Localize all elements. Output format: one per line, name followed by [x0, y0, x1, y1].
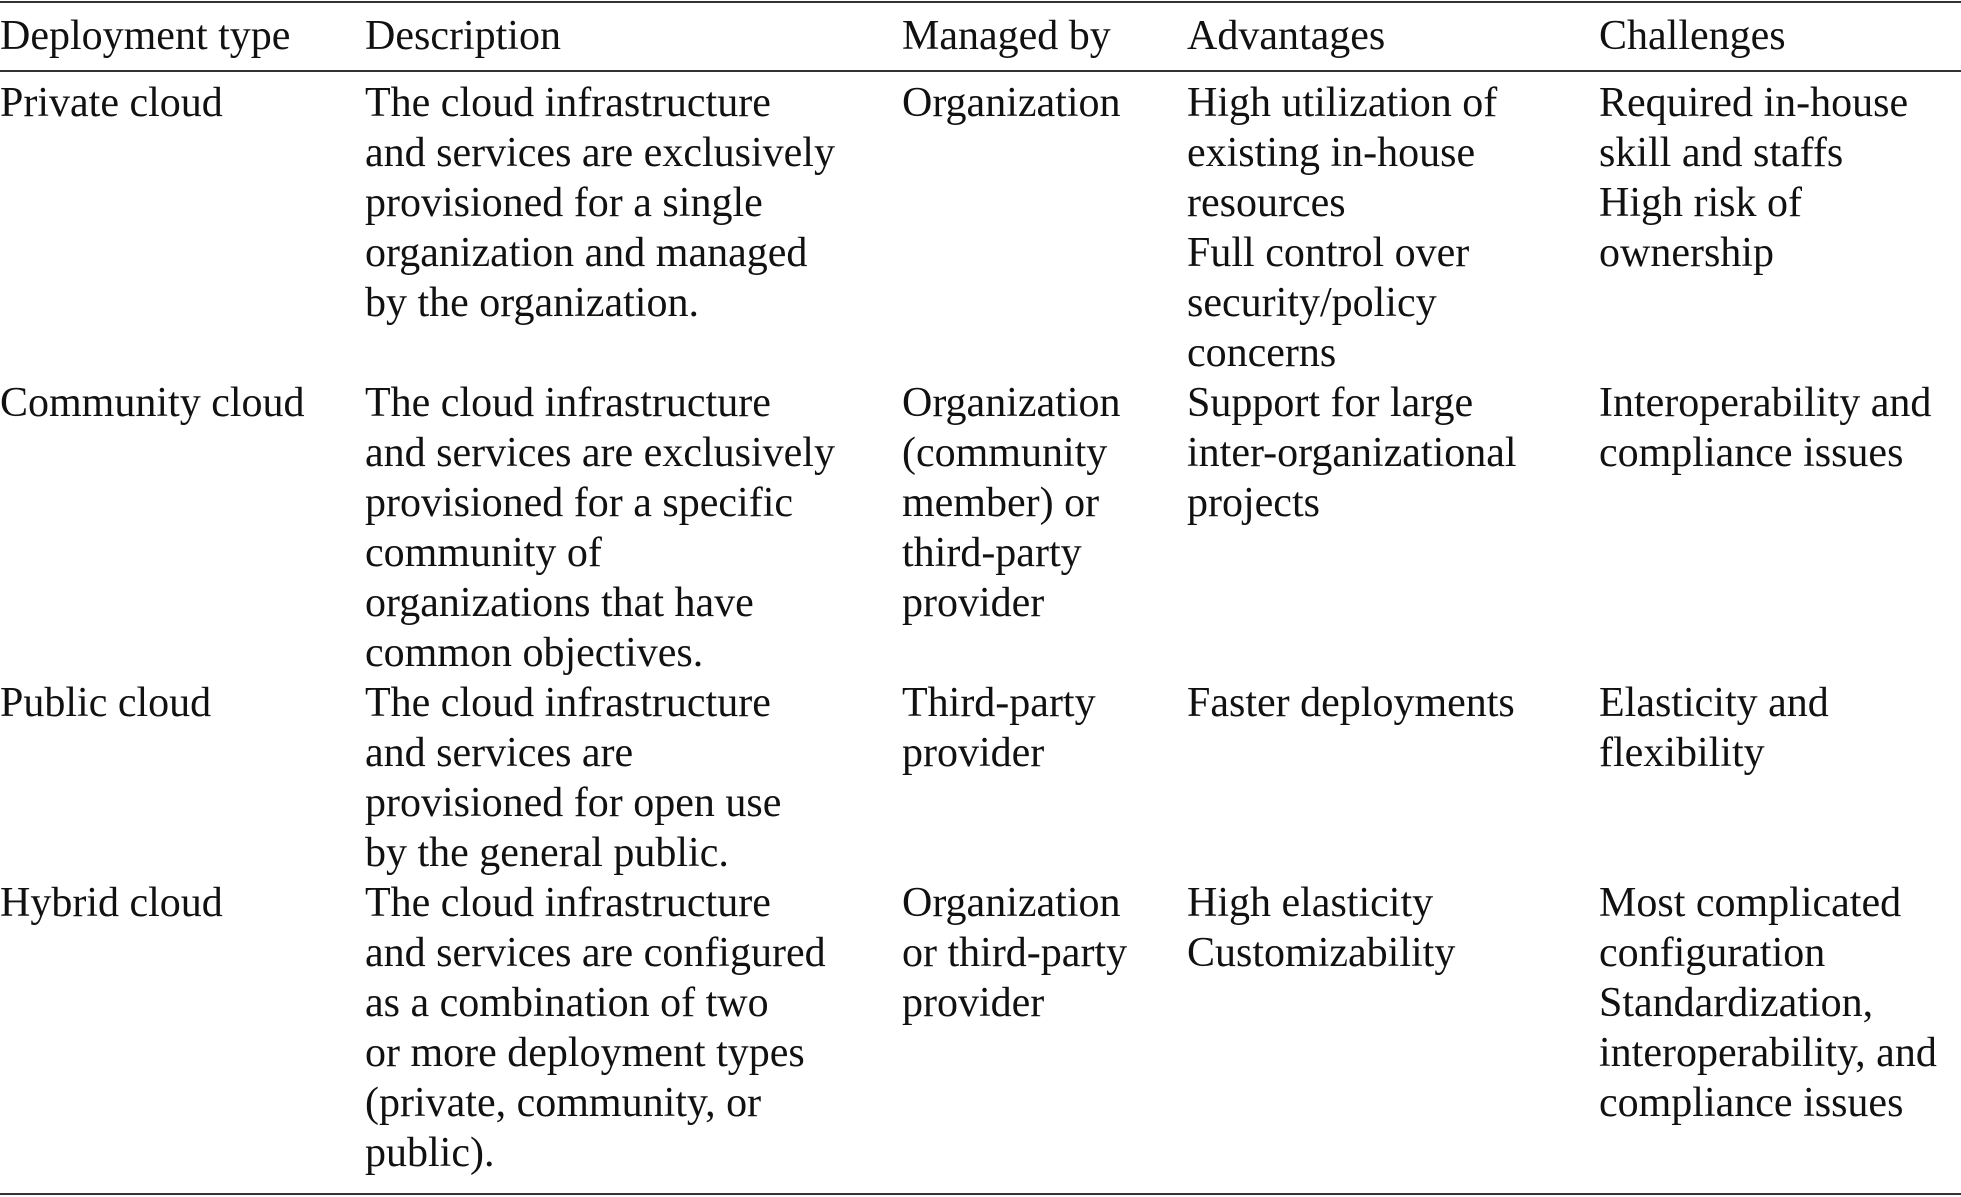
cell-text-line: skill and staffs	[1599, 130, 1844, 176]
table-bottom-rule	[0, 1193, 1961, 1195]
cell-text-line: The cloud infrastructure	[365, 80, 771, 126]
cell-text-line: projects	[1187, 480, 1320, 526]
cell-text-line: Third-party	[902, 680, 1096, 726]
cell-managed-by	[902, 878, 1187, 1178]
header-description: Description	[365, 13, 561, 59]
cell-deployment-type	[0, 678, 365, 878]
cell-deployment-type	[0, 378, 365, 678]
cell-text-line: High utilization of	[1187, 80, 1498, 126]
cell-challenges	[1599, 878, 1961, 1178]
cell-text-line: (community	[902, 430, 1108, 476]
table-row	[0, 378, 1961, 678]
cell-description	[365, 678, 902, 878]
cell-text-line: Most complicated	[1599, 880, 1902, 926]
cell-text-line: The cloud infrastructure	[365, 680, 771, 726]
cell-text-line: compliance issues	[1599, 1080, 1904, 1126]
cell-text-line: Full control over	[1187, 230, 1470, 276]
cell-text-line: configuration	[1599, 930, 1826, 976]
cell-text-line: Standardization,	[1599, 980, 1874, 1026]
cell-text-line: interoperability, and	[1599, 1030, 1937, 1076]
cell-text-line: organization and managed	[365, 230, 808, 276]
cell-text-line: and services are exclusively	[365, 430, 835, 476]
cell-text-line: The cloud infrastructure	[365, 380, 771, 426]
cell-challenges	[1599, 378, 1961, 678]
cell-description	[365, 878, 902, 1178]
table-body	[0, 70, 1961, 1178]
cell-text-line: or third-party	[902, 930, 1128, 976]
header-deployment-type: Deployment type	[0, 13, 291, 59]
cell-text-line: ownership	[1599, 230, 1774, 276]
cell-text-line: provider	[902, 730, 1045, 776]
cell-text-line: provider	[902, 580, 1045, 626]
cell-text-line: provisioned for open use	[365, 780, 782, 826]
table-row	[0, 878, 1961, 1178]
cell-text-line: concerns	[1187, 330, 1337, 376]
cell-deployment-type	[0, 878, 365, 1178]
header-managed-by: Managed by	[902, 13, 1111, 59]
cell-text-line: Interoperability and	[1599, 380, 1932, 426]
cell-text-line: Hybrid cloud	[0, 880, 223, 926]
cell-text-line: Organization	[902, 80, 1121, 126]
cell-text-line: Required in-house	[1599, 80, 1909, 126]
cell-text-line: provider	[902, 980, 1045, 1026]
cell-text-line: as a combination of two	[365, 980, 769, 1026]
cell-managed-by	[902, 678, 1187, 878]
cell-text-line: existing in-house	[1187, 130, 1476, 176]
cell-text-line: inter-organizational	[1187, 430, 1517, 476]
header-advantages: Advantages	[1187, 13, 1386, 59]
cell-text-line: provisioned for a specific	[365, 480, 794, 526]
cell-text-line: Faster deployments	[1187, 680, 1515, 726]
table-header-row	[0, 3, 1961, 70]
cell-text-line: and services are exclusively	[365, 130, 835, 176]
table-row	[0, 678, 1961, 878]
cell-text-line: third-party	[902, 530, 1082, 576]
cell-advantages	[1187, 378, 1599, 678]
cell-advantages	[1187, 70, 1599, 378]
cell-text-line: High elasticity	[1187, 880, 1434, 926]
cell-advantages	[1187, 878, 1599, 1178]
cell-managed-by	[902, 378, 1187, 678]
cell-text-line: Customizability	[1187, 930, 1456, 976]
cell-text-line: Elasticity and	[1599, 680, 1829, 726]
cell-text-line: member) or	[902, 480, 1100, 526]
cell-text-line: resources	[1187, 180, 1346, 226]
cell-text-line: common objectives.	[365, 630, 704, 676]
cell-text-line: (private, community, or	[365, 1080, 762, 1126]
cell-text-line: community of	[365, 530, 602, 576]
cell-deployment-type	[0, 70, 365, 378]
cell-text-line: compliance issues	[1599, 430, 1904, 476]
cell-text-line: organizations that have	[365, 580, 754, 626]
cell-description	[365, 70, 902, 378]
cell-text-line: security/policy	[1187, 280, 1437, 326]
cell-description	[365, 378, 902, 678]
cell-text-line: The cloud infrastructure	[365, 880, 771, 926]
cell-text-line: and services are	[365, 730, 634, 776]
cell-text-line: flexibility	[1599, 730, 1765, 776]
cell-text-line: Organization	[902, 880, 1121, 926]
cell-text-line: High risk of	[1599, 180, 1802, 226]
cell-text-line: Organization	[902, 380, 1121, 426]
cell-challenges	[1599, 678, 1961, 878]
table	[0, 3, 1961, 1178]
cell-text-line: provisioned for a single	[365, 180, 763, 226]
cell-text-line: by the general public.	[365, 830, 729, 876]
cell-challenges	[1599, 70, 1961, 378]
cell-text-line: Community cloud	[0, 380, 305, 426]
header-challenges: Challenges	[1599, 13, 1786, 59]
cell-text-line: Public cloud	[0, 680, 212, 726]
cell-text-line: and services are configured	[365, 930, 826, 976]
cell-text-line: public).	[365, 1130, 495, 1176]
cell-advantages	[1187, 678, 1599, 878]
table-row	[0, 70, 1961, 378]
cell-managed-by	[902, 70, 1187, 378]
cell-text-line: by the organization.	[365, 280, 699, 326]
cell-text-line: Private cloud	[0, 80, 223, 126]
cell-text-line: or more deployment types	[365, 1030, 805, 1076]
cell-text-line: Support for large	[1187, 380, 1474, 426]
